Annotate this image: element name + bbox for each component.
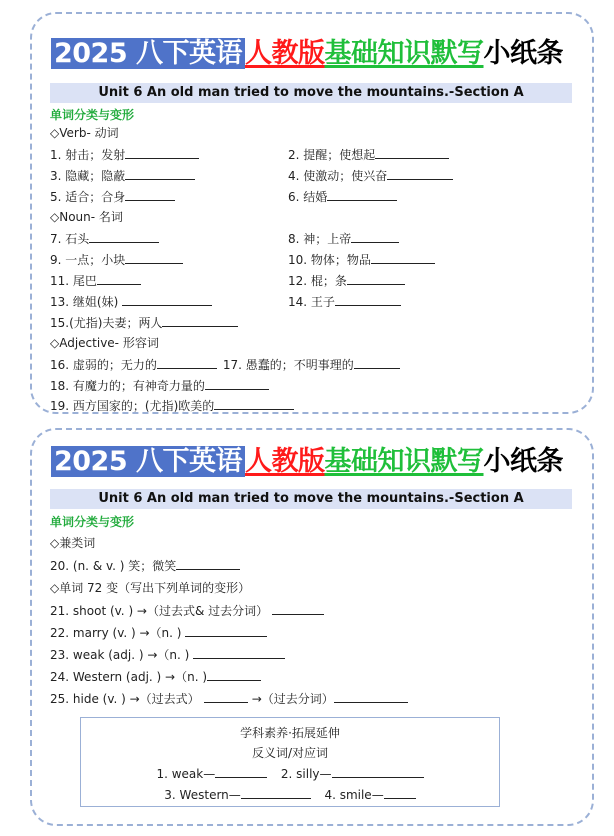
item-22 xyxy=(50,624,267,641)
item-text: 8. 神；上帝 xyxy=(288,232,352,246)
answer-blank[interactable] xyxy=(347,272,405,285)
answer-blank[interactable] xyxy=(89,230,159,243)
card1-section-label: 单词分类与变形 xyxy=(50,108,135,122)
item-text: 6. 结婚 xyxy=(288,190,328,204)
title-year: 2025 八下英语 xyxy=(51,38,245,69)
verb-item-6 xyxy=(288,188,397,205)
item-text: 5. 适合；合身 xyxy=(50,190,126,204)
adj-item-18 xyxy=(50,377,269,394)
item-text: 25. hide (v. ) →（过去式） xyxy=(50,692,200,706)
answer-blank[interactable] xyxy=(327,188,397,201)
item-23 xyxy=(50,646,285,663)
item-text: 1. 射击；发射 xyxy=(50,148,126,162)
answer-blank[interactable] xyxy=(332,765,424,778)
transform-header: ◇单词 72 变（写出下列单词的变形） xyxy=(50,581,251,595)
item-text: 17. 愚蠢的；不明事理的 xyxy=(222,358,354,372)
item-text: 10. 物体；物品 xyxy=(288,253,371,267)
item-text: 23. weak (adj. ) →（n. ) xyxy=(50,648,190,662)
noun-item-7 xyxy=(50,230,159,247)
answer-blank[interactable] xyxy=(125,188,175,201)
answer-blank[interactable] xyxy=(122,293,212,306)
answer-blank[interactable] xyxy=(185,624,267,637)
item-text: 15.(尤指)夫妻；两人 xyxy=(50,316,163,330)
item-text: 3. 隐藏；隐蔽 xyxy=(50,169,126,183)
item-text: 21. shoot (v. ) →（过去式& 过去分词） xyxy=(50,604,269,618)
extension-subtitle: 反义词/对应词 xyxy=(251,746,329,760)
noun-item-8 xyxy=(288,230,399,247)
title-tail: 小纸条 xyxy=(483,446,564,477)
answer-blank[interactable] xyxy=(176,557,240,570)
item-text: 2. silly— xyxy=(280,767,332,781)
answer-blank[interactable] xyxy=(375,146,449,159)
extension-title: 学科素养·拓展延伸 xyxy=(240,726,340,740)
answer-blank[interactable] xyxy=(157,356,217,369)
item-text: 13. 继姐(妹) xyxy=(50,295,119,309)
answer-blank[interactable] xyxy=(125,146,199,159)
adj-header: ◇Adjective- 形容词 xyxy=(50,336,159,350)
answer-blank[interactable] xyxy=(334,690,408,703)
answer-blank[interactable] xyxy=(162,314,238,327)
noun-item-10 xyxy=(288,251,435,268)
extension-row-1 xyxy=(81,765,499,781)
noun-item-15 xyxy=(50,314,238,331)
item-text: 2. 提醒；使想起 xyxy=(288,148,376,162)
item-24 xyxy=(50,668,261,685)
card1-unit-bar: Unit 6 An old man tried to move the mountains.-Section A xyxy=(50,83,572,103)
item-text: 14. 王子 xyxy=(288,295,335,309)
item-text: 4. 使激动；使兴奋 xyxy=(288,169,388,183)
noun-header: ◇Noun- 名词 xyxy=(50,210,123,224)
answer-blank[interactable] xyxy=(125,167,195,180)
item-text: 16. 虚弱的；无力的 xyxy=(50,358,157,372)
title-year: 2025 八下英语 xyxy=(51,446,245,477)
title-edition: 人教版 xyxy=(245,446,325,477)
item-text: 18. 有魔力的；有神奇力量的 xyxy=(50,379,205,393)
title-topic: 基础知识默写 xyxy=(324,446,484,477)
item-20 xyxy=(50,557,240,574)
item-text: 3. Western— xyxy=(164,788,241,802)
noun-item-9 xyxy=(50,251,183,268)
title-edition: 人教版 xyxy=(245,38,325,69)
adj-item-19 xyxy=(50,397,294,414)
verb-item-3 xyxy=(50,167,195,184)
item-text: 20. (n. & v. ) 笑；微笑 xyxy=(50,559,177,573)
item-text: 24. Western (adj. ) →（n. ) xyxy=(50,670,208,684)
answer-blank[interactable] xyxy=(335,293,401,306)
answer-blank[interactable] xyxy=(215,765,267,778)
noun-item-12 xyxy=(288,272,405,289)
answer-blank[interactable] xyxy=(193,646,285,659)
item-text: 1. weak— xyxy=(156,767,216,781)
answer-blank[interactable] xyxy=(214,397,294,410)
item-25 xyxy=(50,690,408,707)
verb-item-5 xyxy=(50,188,175,205)
item-text: 4. smile— xyxy=(324,788,384,802)
title-topic: 基础知识默写 xyxy=(324,38,484,69)
verb-item-1 xyxy=(50,146,199,163)
adj-item-16-17 xyxy=(50,356,400,373)
extension-box xyxy=(80,717,500,807)
item-text: 12. 棍；条 xyxy=(288,274,347,288)
multi-class-header: ◇兼类词 xyxy=(50,536,96,550)
answer-blank[interactable] xyxy=(354,356,400,369)
verb-header: ◇Verb- 动词 xyxy=(50,126,119,140)
answer-blank[interactable] xyxy=(384,786,416,799)
card1-title xyxy=(0,36,614,72)
title-tail: 小纸条 xyxy=(483,38,564,69)
answer-blank[interactable] xyxy=(204,690,248,703)
item-text: 7. 石头 xyxy=(50,232,90,246)
extension-row-2 xyxy=(81,786,499,802)
item-text: 19. 西方国家的；(尤指)欧美的 xyxy=(50,399,215,413)
answer-blank[interactable] xyxy=(97,272,141,285)
answer-blank[interactable] xyxy=(351,230,399,243)
card2-title xyxy=(0,444,614,480)
verb-item-4 xyxy=(288,167,453,184)
noun-item-14 xyxy=(288,293,401,310)
card2-unit-bar: Unit 6 An old man tried to move the mountains.-Section A xyxy=(50,489,572,509)
verb-item-2 xyxy=(288,146,449,163)
answer-blank[interactable] xyxy=(272,602,324,615)
answer-blank[interactable] xyxy=(205,377,269,390)
item-text: 11. 尾巴 xyxy=(50,274,97,288)
card2-section-label: 单词分类与变形 xyxy=(50,515,135,529)
answer-blank[interactable] xyxy=(371,251,435,264)
item-21 xyxy=(50,602,324,619)
item-text: 9. 一点；小块 xyxy=(50,253,126,267)
answer-blank[interactable] xyxy=(387,167,453,180)
item-text: →（过去分词） xyxy=(251,692,334,706)
answer-blank[interactable] xyxy=(125,251,183,264)
item-text: 22. marry (v. ) →（n. ) xyxy=(50,626,182,640)
noun-item-13 xyxy=(50,293,212,310)
answer-blank[interactable] xyxy=(241,786,311,799)
noun-item-11 xyxy=(50,272,141,289)
answer-blank[interactable] xyxy=(207,668,261,681)
